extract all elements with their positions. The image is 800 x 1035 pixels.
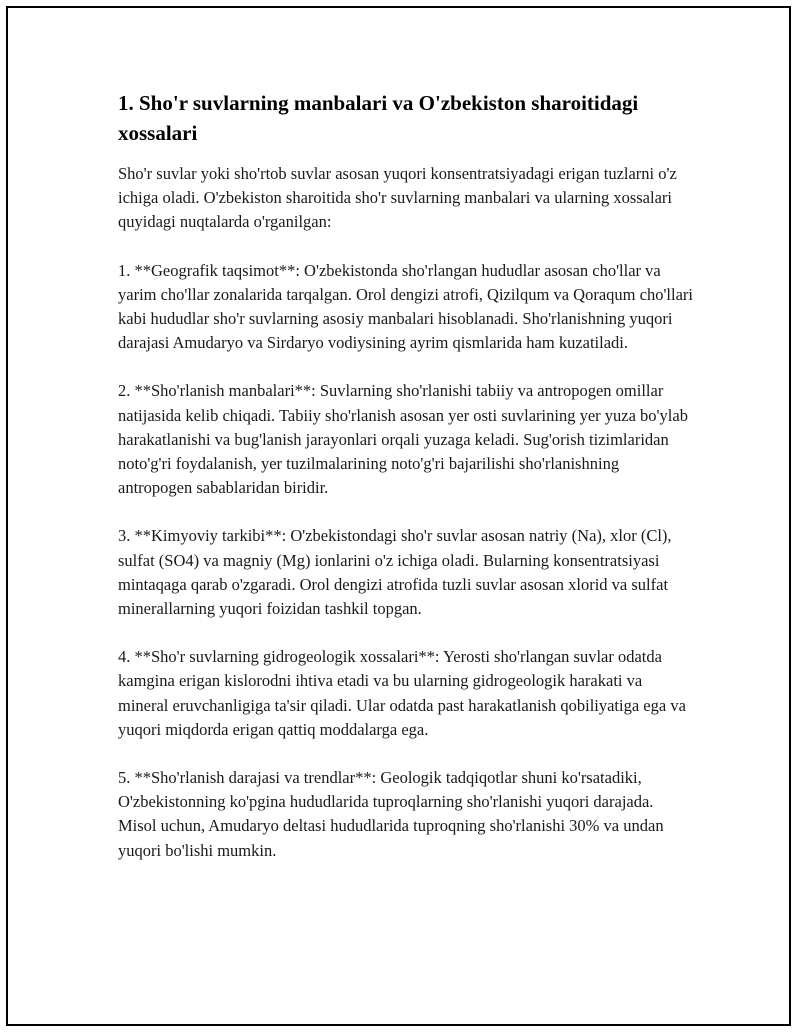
paragraph-salinity-trends: 5. **Sho'rlanish darajasi va trendlar**: Geologik tadqiqotlar shuni ko'rsatadiki, O'zbekistonning ko'pgina hududlarida tuproqlarning sho'rlanishi yuqori darajada. Misol uchun, Amudaryo deltasi hududlarida tuproqning sho'rlanishi 30% va undan yuqori bo'lishi mumkin. <box>118 768 664 860</box>
paragraph-geographic-distribution: 1. **Geografik taqsimot**: O'zbekistonda sho'rlangan hududlar asosan cho'llar va yarim cho'llar zonalarida tarqalgan. Orol dengizi atrofi, Qizilqum va Qoraqum cho'llari kabi hududlar sho'r suvlarning asosiy manbalari hisoblanadi. Sho'rlanishning yuqori darajasi Amudaryo va Sirdaryo vodiysining ayrim qismlarida ham kuzatiladi. <box>118 260 693 353</box>
paragraph-chemical-composition: 3. **Kimyoviy tarkibi**: O'zbekistondagi sho'r suvlar asosan natriy (Na), xlor (Cl), sulfat (SO4) va magniy (Mg) ionlarini o'z ichiga oladi. Bularning konsentratsiyasi mintaqaga qarab o'zgaradi. Orol dengizi atrofida tuzli suvlar asosan xlorid va sulfat minerallarning yuqori foizidan tashkil topgan. <box>118 526 672 619</box>
intro-paragraph: Sho'r suvlar yoki sho'rtob suvlar asosan yuqori konsentratsiyadagi erigan tuzlarni o'z ichiga oladi. O'zbekiston sharoitida sho'r suvlarning manbalari va ularning xossalari quyidagi nuqtalarda o'rganilgan: <box>118 164 677 232</box>
paragraph-salinization-sources: 2. **Sho'rlanish manbalari**: Suvlarning sho'rlanishi tabiiy va antropogen omillar natijasida kelib chiqadi. Tabiiy sho'rlanish asosan yer osti suvlarining yer yuza bo'ylab harakatlanishi va bug'lanish jarayonlari orqali yuzaga keladi. Sug'orish tizimlaridan noto'g'ri foydalanish, yer tuzilmalarining noto'g'ri bajarilishi sho'rlanishning antropogen sabablaridan biridir. <box>118 381 688 498</box>
paragraph-hydrogeological-properties: 4. **Sho'r suvlarning gidrogeologik xossalari**: Yerosti sho'rlangan suvlar odatda kamgina erigan kislorodni ihtiva etadi va bu ularning gidrogeologik harakati va mineral eruvchanligiga ta'sir qiladi. Ular odatda past harakatlanish qobiliyatiga ega va yuqori miqdorda erigan qattiq moddalarga ega. <box>118 647 686 739</box>
section-heading: 1. Sho'r suvlarning manbalari va O'zbekiston sharoitidagi xossalari <box>118 91 639 145</box>
document-page <box>6 6 791 1026</box>
document-body <box>118 88 696 887</box>
